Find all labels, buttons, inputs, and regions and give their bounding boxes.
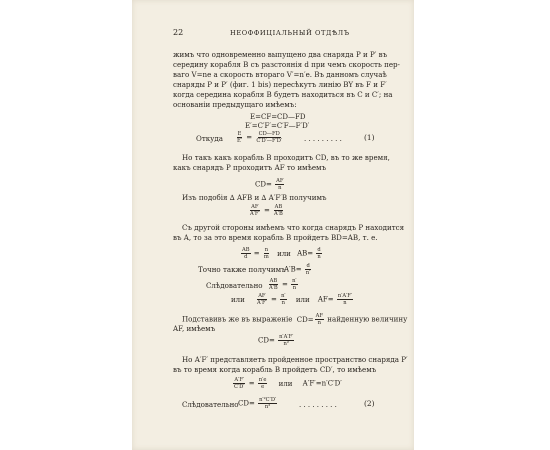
fraction: $\frac{n'}{n}$ (281, 293, 286, 306)
equation-cd: CD= $\frac{AF}{n}$ (255, 178, 284, 191)
paragraph-line: въ A, то за это время корабль B пройдетъ BD=AB, т. е. (173, 233, 378, 242)
label-sled: Слѣдовательно (206, 281, 263, 290)
fraction: $\frac{AF}{n}$ (276, 178, 284, 191)
equation-line: E=CF=CD—FD (250, 113, 306, 121)
paragraph-line: ваго V=ne а скорость втораго V′=n′e. Въ данномъ случаѣ (173, 70, 387, 79)
running-header: НЕОФФИЦІАЛЬНЫЙ ОТДѢЛЪ (230, 29, 350, 37)
fraction: $\frac{\text{n′²C′D′}}{\text{n²}}$ (259, 397, 277, 410)
equation-last: $\frac{A'F'}{C'D'}$ = $\frac{n'e}{e}$ или A′F′=n′C′D′ (234, 377, 342, 390)
paragraph-line: жимъ что одновременно выпущено два снаряда P и P′ въ (173, 50, 388, 59)
page-number: 22 (173, 28, 184, 37)
equation-final: CD= $\frac{\text{n′²C′D′}}{\text{n²}}$ (238, 397, 277, 410)
fraction: $\frac{A'F'}{C'D'}$ (234, 377, 245, 390)
book-page (132, 0, 414, 450)
equation-result: CD= $\frac{n'A'F'}{\text{n²}}$ (258, 334, 294, 347)
equation-apb: A′B= $\frac{d}{n'}$ (284, 263, 311, 276)
equation-similar: $\frac{AF}{A'F'}$ = $\frac{AB}{A'B}$ (250, 204, 283, 217)
equation-ab: $\frac{AB}{d}$ = $\frac{n}{m}$ или AB= $\frac{d}{n}$ (242, 247, 321, 260)
paragraph-line: середину корабля B съ разстоянія d при чемъ скорость пер- (173, 60, 400, 69)
paragraph-line: AF, имѣемъ (173, 324, 216, 333)
paragraph-line: въ то время когда корабль B пройдетъ CD′, то имѣемъ (173, 365, 377, 374)
fraction: $\frac{d}{n'}$ (305, 263, 311, 276)
fraction: $\frac{AB}{A'B}$ (269, 278, 278, 291)
fraction: $\frac{AB}{d}$ (242, 247, 250, 260)
fraction: $\frac{d}{n}$ (317, 247, 321, 260)
equation-ratio: $\frac{E}{E'}$ = $\frac{CD—FD}{C'D'—F'D'}$ (237, 131, 283, 144)
fraction: $\frac{AF}{n}$ (315, 313, 323, 326)
paragraph-line: когда середина корабля B будетъ находиться въ C и C′; на (173, 90, 393, 99)
fraction: $\frac{CD—FD}{C'D'—F'D'}$ (256, 131, 283, 144)
equation-ratio-af: или $\frac{AF}{A'F'}$ = $\frac{n'}{n}$ или AF= $\frac{n'A'F'}{n}$ (231, 293, 353, 306)
fraction: $\frac{n'e}{e}$ (258, 377, 267, 390)
fraction: $\frac{n'}{n}$ (292, 278, 297, 291)
equation-ratio-ab: $\frac{AB}{A'B}$ = $\frac{n'}{n}$ (269, 278, 297, 291)
fraction: $\frac{AB}{A'B}$ (274, 204, 283, 217)
paragraph-line: Подставивъ же въ выраженіе CD= $\frac{AF}{n}$ найденную величину (182, 313, 408, 326)
equation-number: (1) (364, 133, 375, 142)
fraction: $\frac{n'A'F'}{\text{n²}}$ (279, 334, 294, 347)
fraction: $\frac{n'A'F'}{n}$ (337, 293, 353, 306)
paragraph-line: Но такъ какъ корабль B проходитъ CD, въ то же время, (182, 153, 390, 162)
fraction: $\frac{n}{m}$ (263, 247, 269, 260)
label-otkuda: Откуда (196, 134, 223, 143)
fraction: $\frac{E}{E'}$ (237, 131, 242, 144)
paragraph-line: основаніи предыдущаго имѣемъ: (173, 100, 297, 109)
equation-number: (2) (364, 399, 375, 408)
label-tochno: Точно также получимъ (198, 265, 286, 274)
paragraph-line: какъ снарядъ P проходитъ AF то имѣемъ (173, 163, 327, 172)
leader-dots: . . . . . . . . . (299, 401, 337, 409)
leader-dots: . . . . . . . . . (304, 135, 342, 143)
paragraph-line: Изъ подобія ∆ AFB и ∆ A′F′B получимъ (182, 193, 327, 202)
fraction: $\frac{AF}{A'F'}$ (250, 204, 260, 217)
paragraph-line: Съ другой стороны имѣемъ что когда снарядъ P находится (182, 223, 405, 232)
paragraph-line: Но A′F′ представляетъ пройденное пространство снаряда P′ (182, 355, 408, 364)
label-sled-final: Слѣдовательно (182, 400, 239, 409)
paragraph-line: снаряды P и P′ (фиг. 1 bis) пересѣкутъ линію BY въ F и F′ (173, 80, 387, 89)
fraction: $\frac{AF}{A'F'}$ (257, 293, 267, 306)
equation-line: E′=C′F′=C′F—F′D′ (245, 122, 310, 130)
